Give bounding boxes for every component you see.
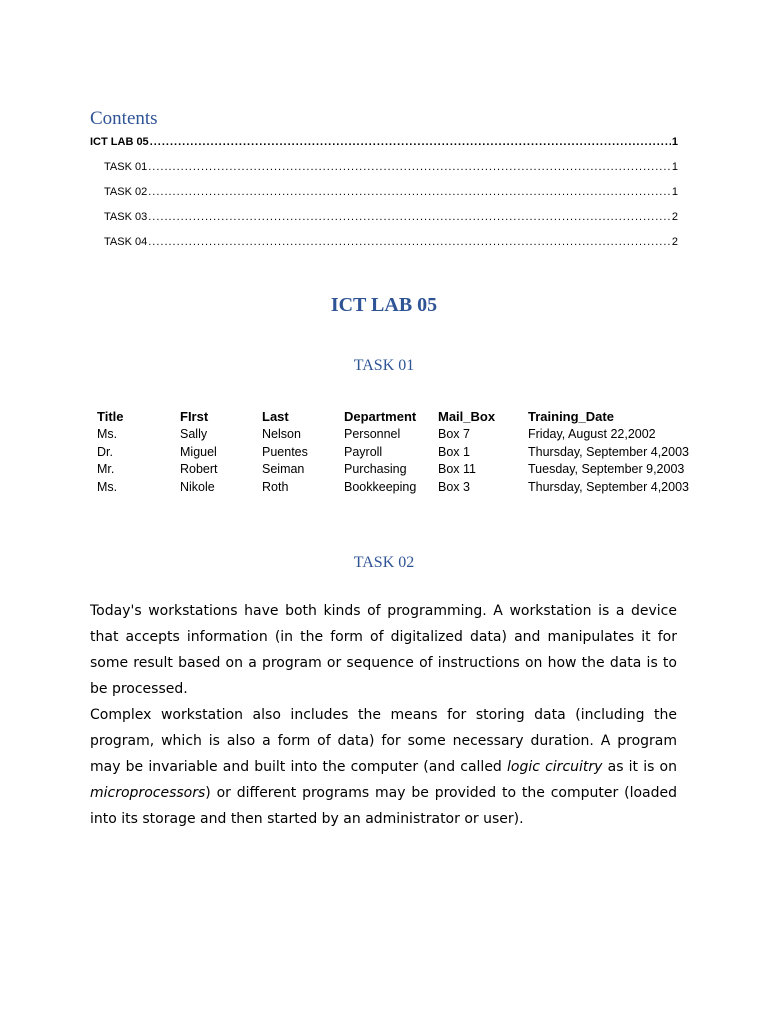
toc-dot-leader — [148, 236, 671, 248]
table-cell: Box 7 — [438, 427, 470, 442]
toc-heading: Contents — [90, 108, 158, 129]
table-cell: Thursday, September 4,2003 — [528, 479, 689, 494]
table-cell: Puentes — [262, 444, 308, 459]
task-02-body — [90, 598, 677, 832]
table-row — [97, 443, 698, 461]
toc-entry-task-02[interactable] — [90, 186, 678, 211]
table-cell: Tuesday, September 9,2003 — [528, 462, 685, 477]
table-cell: Box 1 — [438, 444, 470, 459]
table-of-contents — [90, 136, 678, 261]
paragraph-text: Complex workstation also includes the means for storing data (including the program, which is also a form of data) for some necessary duration. A program may be invariable and built into the computer (and called — [90, 707, 677, 775]
toc-entry-title: TASK 02 — [104, 186, 148, 198]
paragraph-text: as it is on — [602, 759, 677, 775]
table-cell: Seiman — [262, 462, 305, 477]
italic-term: microprocessors — [90, 785, 206, 801]
table-row — [97, 478, 698, 496]
table-row — [97, 426, 698, 444]
table-header-row — [97, 408, 698, 426]
paragraph: Today's workstations have both kinds of programming. A workstation is a device that accepts information (in the form of digitalized data) and manipulates it for some result based on a program or sequence of instructions on how the data is to be processed. — [90, 603, 677, 697]
toc-entry-page: 2 — [671, 236, 678, 248]
toc-entry-page: 1 — [671, 161, 678, 173]
table-cell: Nikole — [180, 479, 215, 494]
table-cell: Ms. — [97, 479, 118, 494]
toc-entry-title: TASK 01 — [104, 161, 148, 173]
task-02-heading: TASK 02 — [353, 554, 415, 571]
task-01-heading: TASK 01 — [353, 357, 415, 374]
toc-entry-title: TASK 04 — [104, 236, 148, 248]
table-cell: Box 3 — [438, 479, 470, 494]
table-cell: Nelson — [262, 427, 301, 442]
toc-entry-title: TASK 03 — [104, 211, 148, 223]
table-cell: Robert — [180, 462, 218, 477]
table-cell: Ms. — [97, 427, 118, 442]
toc-entry-page: 1 — [671, 186, 678, 198]
column-header: Last — [262, 409, 289, 425]
table-cell: Dr. — [97, 444, 113, 459]
column-header: Title — [97, 409, 124, 425]
toc-entry-task-04[interactable] — [90, 236, 678, 261]
main-heading: ICT LAB 05 — [330, 294, 438, 316]
toc-dot-leader — [150, 136, 671, 148]
table-cell: Box 11 — [438, 462, 476, 477]
toc-entry-page: 1 — [671, 136, 678, 148]
paragraph-text: ) or different programs may be provided to the computer (loaded into its storage and then started by an administrator or user). — [90, 785, 677, 827]
paragraph — [90, 702, 677, 832]
table-cell: Bookkeeping — [344, 479, 417, 494]
table-cell: Friday, August 22,2002 — [528, 427, 656, 442]
toc-entry-title: ICT LAB 05 — [90, 136, 149, 148]
toc-dot-leader — [148, 161, 671, 173]
column-header: Training_Date — [528, 409, 614, 425]
table-cell: Roth — [262, 479, 289, 494]
table-cell: Purchasing — [344, 462, 407, 477]
column-header: FIrst — [180, 409, 209, 425]
toc-entry-task-03[interactable] — [90, 211, 678, 236]
italic-term: logic circuitry — [507, 759, 603, 775]
table-row — [97, 461, 698, 479]
table-cell: Miguel — [180, 444, 217, 459]
employee-table — [97, 408, 698, 496]
column-header: Department — [344, 409, 417, 425]
column-header: Mail_Box — [438, 409, 496, 425]
toc-entry-task-01[interactable] — [90, 161, 678, 186]
table-cell: Thursday, September 4,2003 — [528, 444, 689, 459]
table-cell: Mr. — [97, 462, 115, 477]
toc-dot-leader — [148, 211, 671, 223]
table-cell: Personnel — [344, 427, 401, 442]
table-cell: Payroll — [344, 444, 383, 459]
table-cell: Sally — [180, 427, 208, 442]
toc-entry-ict-lab-05[interactable] — [90, 136, 678, 161]
toc-entry-page: 2 — [671, 211, 678, 223]
toc-dot-leader — [148, 186, 671, 198]
